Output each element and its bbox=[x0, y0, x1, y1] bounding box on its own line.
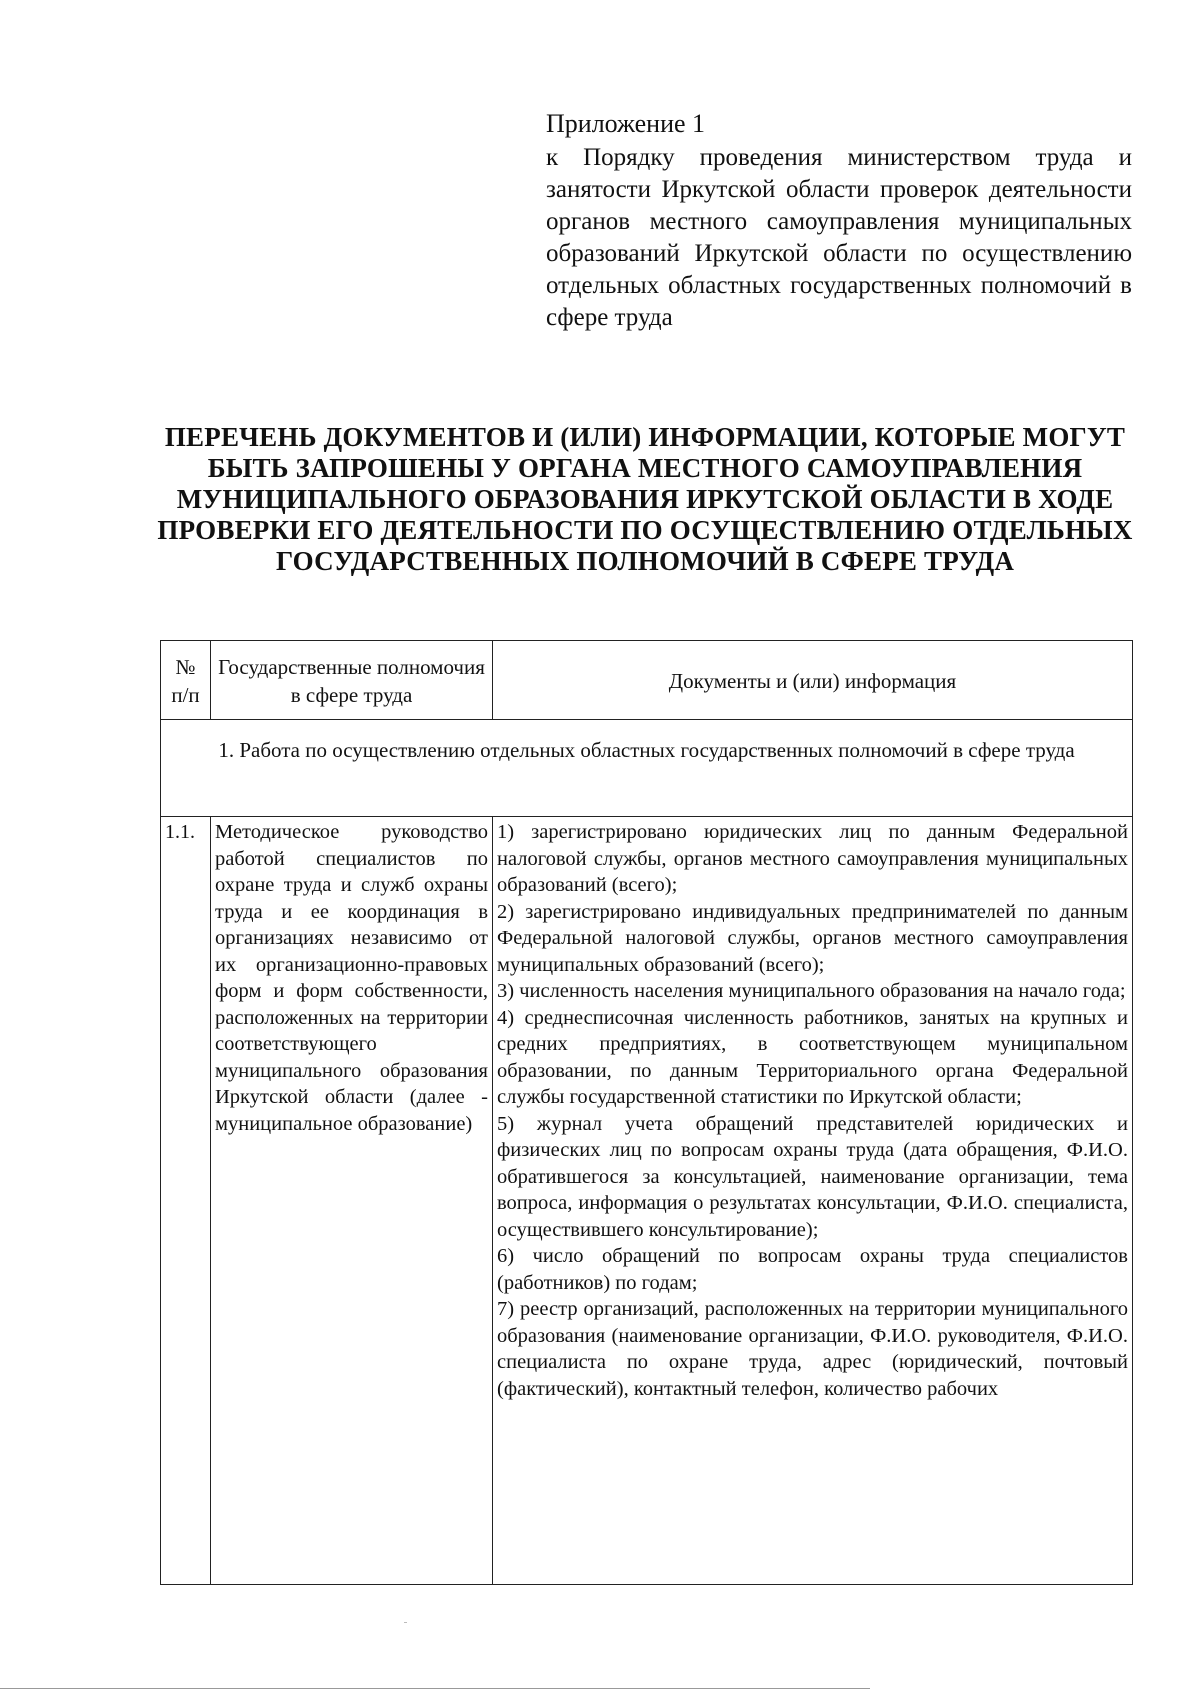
row-powers: Методическое руководство работой специалистов по охране труда и служб охраны труда и ее координация в организациях независимо от их организационно-правовых форм и форм собственности, расположенных на территории соответствующего муниципального образования Иркутской области (далее - муниципальное образование) bbox=[211, 817, 493, 1585]
doc-item: 1) зарегистрировано юридических лиц по данным Федеральной налоговой службы, органов местного самоуправления муниципальных образований (всего); bbox=[497, 821, 1128, 896]
doc-item: 3) численность населения муниципального образования на начало года; bbox=[497, 980, 1126, 1002]
document-title: ПЕРЕЧЕНЬ ДОКУМЕНТОВ И (ИЛИ) ИНФОРМАЦИИ, КОТОРЫЕ МОГУТ БЫТЬ ЗАПРОШЕНЫ У ОРГАНА МЕСТНОГО САМОУПРАВЛЕНИЯ МУНИЦИПАЛЬНОГО ОБРАЗОВАНИЯ ИРКУТСКОЙ ОБЛАСТИ В ХОДЕ ПРОВЕРКИ ЕГО ДЕЯТЕЛЬНОСТИ ПО ОСУЩЕСТВЛЕНИЮ ОТДЕЛЬНЫХ ГОСУДАРСТВЕННЫХ ПОЛНОМОЧИЙ В СФЕРЕ ТРУДА bbox=[157, 422, 1133, 576]
header-powers: Государственные полномочия в сфере труда bbox=[211, 641, 493, 720]
appendix-header bbox=[546, 108, 1132, 334]
doc-item: 5) журнал учета обращений представителей юридических и физических лиц по вопросам охраны труда (дата обращения, Ф.И.О. обратившегося за консультацией, наименование организации, тема вопроса, информация о результатах консультации, Ф.И.О. специалиста, осуществившего консультирование); bbox=[497, 1112, 1128, 1241]
doc-item: 7) реестр организаций, расположенных на территории муниципального образования (наименование организации, Ф.И.О. руководителя, Ф.И.О. специалиста по охране труда, адрес (юридический, почтовый (фактический), контактный телефон, количество рабочих bbox=[497, 1298, 1128, 1400]
table-section-row bbox=[161, 720, 1133, 817]
scan-bottom-line bbox=[0, 1688, 870, 1689]
header-num: № п/п bbox=[161, 641, 211, 720]
row-docs bbox=[493, 817, 1133, 1585]
header-docs: Документы и (или) информация bbox=[493, 641, 1133, 720]
appendix-label: Приложение 1 bbox=[546, 109, 706, 138]
documents-table bbox=[160, 640, 1133, 1585]
table-row bbox=[161, 817, 1133, 1585]
doc-item: 6) число обращений по вопросам охраны труда специалистов (работников) по годам; bbox=[497, 1245, 1128, 1294]
doc-item: 2) зарегистрировано индивидуальных предпринимателей по данным Федеральной налоговой службы, органов местного самоуправления муниципальных образований (всего); bbox=[497, 900, 1128, 976]
section-title: 1. Работа по осуществлению отдельных областных государственных полномочий в сфере труда bbox=[161, 720, 1133, 817]
scan-speck bbox=[404, 1622, 407, 1623]
row-num: 1.1. bbox=[161, 817, 211, 1585]
table-header-row bbox=[161, 641, 1133, 720]
appendix-text: к Порядку проведения министерством труда и занятости Иркутской области проверок деятельности органов местного самоуправления муниципальных образований Иркутской области по осуществлению отдельных областных государственных полномочий в сфере труда bbox=[546, 144, 1132, 331]
doc-item: 4) среднесписочная численность работников, занятых на крупных и средних предприятиях, в соответствующем муниципальном образовании, по данным Территориального органа Федеральной службы государственной статистики по Иркутской области; bbox=[497, 1006, 1128, 1108]
